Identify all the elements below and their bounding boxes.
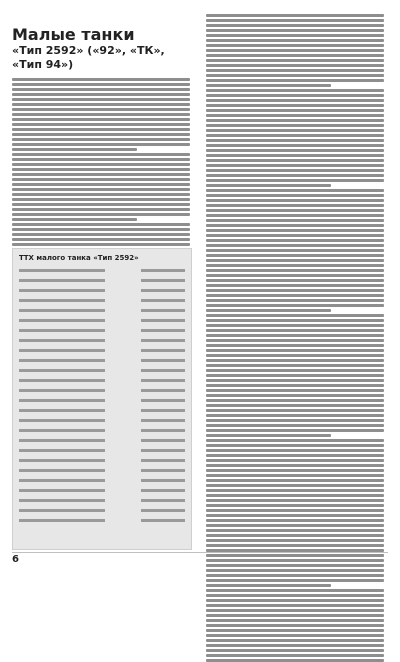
footer-rule [12, 552, 388, 553]
body-text-right [206, 14, 384, 662]
article-title: Малые танки [12, 25, 135, 44]
left-column [12, 14, 190, 246]
spec-table [12, 248, 192, 550]
spec-table-title: ТТХ малого танка «Тип 2592» [19, 254, 139, 262]
right-column [206, 14, 384, 662]
article-subtitle: «Тип 2592» («92», «ТК», «Тип 94») [12, 44, 165, 71]
page-number: 6 [12, 554, 19, 565]
body-text-left [12, 78, 190, 246]
